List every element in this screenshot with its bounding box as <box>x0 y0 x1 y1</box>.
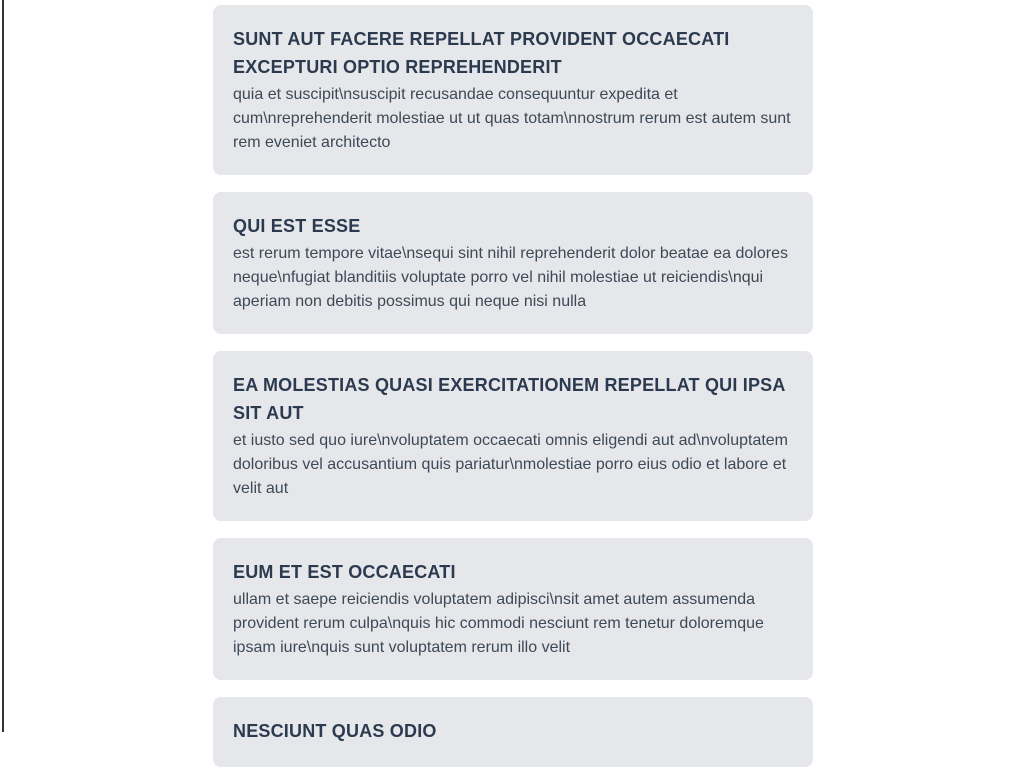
post-card[interactable] <box>213 538 813 680</box>
post-body: quia et suscipit\nsuscipit recusandae consequuntur expedita et cum\nreprehenderit molestiae ut ut quas totam\nnostrum rerum est autem sunt rem eveniet architecto <box>233 86 791 151</box>
post-body: ullam et saepe reiciendis voluptatem adipisci\nsit amet autem assumenda provident rerum culpa\nquis hic commodi nesciunt rem tenetur doloremque ipsam iure\nquis sunt voluptatem rerum illo velit <box>233 591 764 656</box>
left-border-line <box>2 0 4 732</box>
post-title: EUM ET EST OCCAECATI <box>233 562 456 582</box>
post-title: EA MOLESTIAS QUASI EXERCITATIONEM REPELLAT QUI IPSA SIT AUT <box>233 375 785 423</box>
post-body: et iusto sed quo iure\nvoluptatem occaecati omnis eligendi aut ad\nvoluptatem doloribus vel accusantium quis pariatur\nmolestiae porro eius odio et labore et velit aut <box>233 432 789 497</box>
post-title: QUI EST ESSE <box>233 216 361 236</box>
post-card[interactable] <box>213 697 813 767</box>
post-card[interactable] <box>213 351 813 521</box>
post-card[interactable] <box>213 5 813 175</box>
post-card[interactable] <box>213 192 813 334</box>
posts-list <box>213 5 813 784</box>
post-title: NESCIUNT QUAS ODIO <box>233 721 437 741</box>
post-title: SUNT AUT FACERE REPELLAT PROVIDENT OCCAECATI EXCEPTURI OPTIO REPREHENDERIT <box>233 29 730 77</box>
post-body: est rerum tempore vitae\nsequi sint nihil reprehenderit dolor beatae ea dolores neque\nfugiat blanditiis voluptate porro vel nihil molestiae ut reiciendis\nqui aperiam non debitis possimus qui neque nisi nulla <box>233 245 788 310</box>
